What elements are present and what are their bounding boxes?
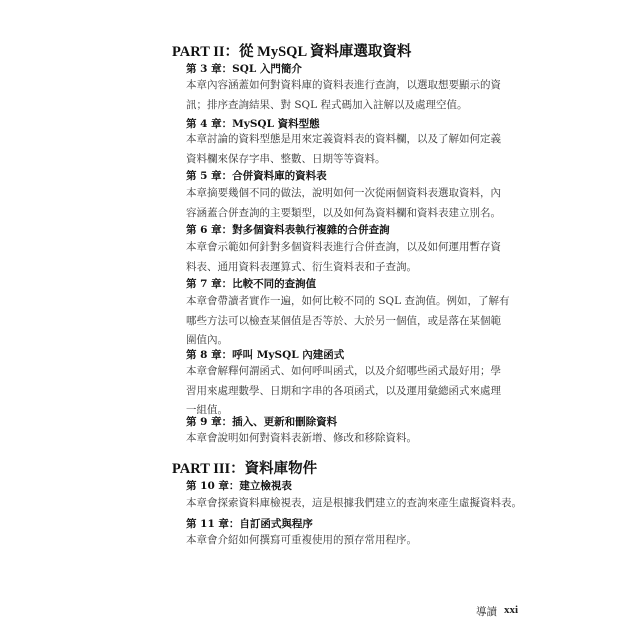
description-line: 本章會帶讀者實作一遍，如何比較不同的 SQL 查詢值。例如，了解有 bbox=[186, 295, 510, 307]
chapter-title: 第 9 章：插入、更新和刪除資料 bbox=[186, 416, 338, 428]
description-line: 本章討論的資料型態是用來定義資料表的資料欄，以及了解如何定義 bbox=[186, 133, 501, 145]
description-line: 哪些方法可以檢查某個值是否等於、大於另一個值，或是落在某個範 bbox=[186, 314, 501, 327]
footer-section-label: 導讀 bbox=[476, 606, 497, 618]
description-line: 本章會介紹如何撰寫可重複使用的預存常用程序。 bbox=[186, 534, 417, 546]
chapter-title: 第 8 章：呼叫 MySQL 內建函式 bbox=[186, 349, 345, 361]
chapter-title: 第 11 章：自訂函式與程序 bbox=[186, 518, 313, 530]
chapter-title: 第 3 章：SQL 入門簡介 bbox=[186, 63, 302, 75]
chapter-title: 第 5 章：合併資料庫的資料表 bbox=[186, 170, 327, 182]
chapter-description bbox=[186, 494, 524, 514]
chapter-description bbox=[186, 238, 524, 277]
description-line: 本章會示範如何針對多個資料表進行合併查詢，以及如何運用暫存資 bbox=[186, 241, 501, 253]
chapter-title: 第 4 章：MySQL 資料型態 bbox=[186, 118, 320, 130]
description-line: 本章會探索資料庫檢視表，這是根據我們建立的查詢來產生虛擬資料表。 bbox=[186, 497, 522, 509]
chapter-description bbox=[186, 362, 524, 421]
description-line: 本章摘要幾個不同的做法，說明如何一次從兩個資料表選取資料，內 bbox=[186, 187, 501, 199]
part-title: PART III：資料庫物件 bbox=[172, 461, 318, 477]
chapter-title: 第 10 章：建立檢視表 bbox=[186, 480, 292, 492]
chapter-description bbox=[186, 76, 524, 115]
description-line: 本章會說明如何對資料表新增、修改和移除資料。 bbox=[186, 432, 417, 444]
description-line: 料表、通用資料表運算式、衍生資料表和子查詢。 bbox=[186, 260, 417, 273]
chapter-description bbox=[186, 292, 524, 351]
part-title: PART II：從 MySQL 資料庫選取資料 bbox=[172, 44, 412, 60]
chapter-title: 第 6 章：對多個資料表執行複雜的合併查詢 bbox=[186, 224, 390, 236]
description-line: 資料欄來保存字串、整數、日期等等資料。 bbox=[186, 152, 386, 165]
description-line: 訊；排序查詢結果、對 SQL 程式碼加入註解以及處理空值。 bbox=[186, 98, 468, 111]
description-line: 本章內容涵蓋如何對資料庫的資料表進行查詢，以選取想要顯示的資 bbox=[186, 79, 501, 91]
chapter-description bbox=[186, 184, 524, 223]
description-line: 一組值。 bbox=[186, 404, 228, 416]
chapter-description bbox=[186, 531, 524, 551]
description-line: 容涵蓋合併查詢的主要類型，以及如何為資料欄和資料表建立別名。 bbox=[186, 206, 501, 219]
chapter-title: 第 7 章：比較不同的查詢值 bbox=[186, 278, 317, 290]
chapter-description bbox=[186, 130, 524, 169]
page-number: xxi bbox=[504, 604, 519, 616]
chapter-description bbox=[186, 429, 524, 449]
description-line: 本章會解釋何謂函式、如何呼叫函式，以及介紹哪些函式最好用；學 bbox=[186, 365, 501, 377]
description-line: 圍值內。 bbox=[186, 334, 228, 346]
description-line: 習用來處理數學、日期和字串的各項函式，以及運用彙總函式來處理 bbox=[186, 384, 501, 397]
